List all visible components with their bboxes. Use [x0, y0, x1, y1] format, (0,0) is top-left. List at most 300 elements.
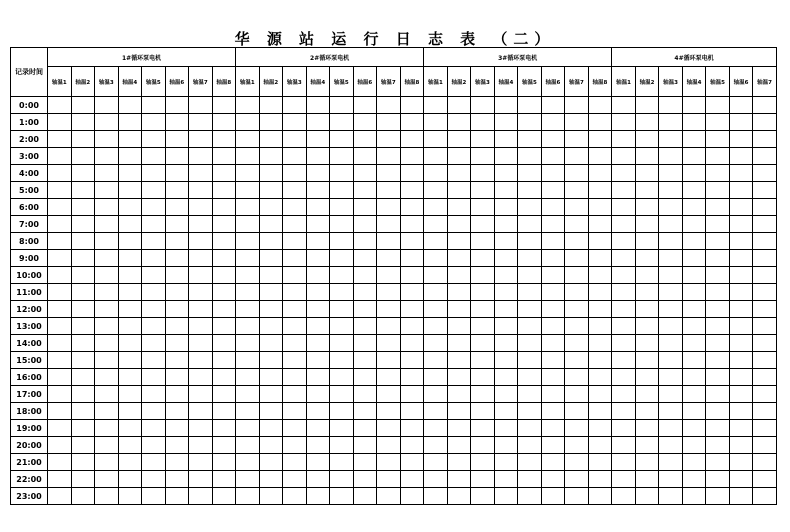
- data-cell[interactable]: [635, 369, 659, 386]
- data-cell[interactable]: [400, 216, 424, 233]
- data-cell[interactable]: [95, 148, 119, 165]
- data-cell[interactable]: [71, 267, 95, 284]
- data-cell[interactable]: [259, 284, 283, 301]
- data-cell[interactable]: [353, 369, 377, 386]
- data-cell[interactable]: [659, 199, 683, 216]
- data-cell[interactable]: [541, 114, 565, 131]
- data-cell[interactable]: [212, 335, 236, 352]
- data-cell[interactable]: [236, 318, 260, 335]
- data-cell[interactable]: [471, 148, 495, 165]
- data-cell[interactable]: [142, 335, 166, 352]
- data-cell[interactable]: [494, 267, 518, 284]
- data-cell[interactable]: [330, 318, 354, 335]
- data-cell[interactable]: [518, 437, 542, 454]
- data-cell[interactable]: [753, 471, 777, 488]
- data-cell[interactable]: [377, 114, 401, 131]
- data-cell[interactable]: [494, 182, 518, 199]
- data-cell[interactable]: [212, 369, 236, 386]
- data-cell[interactable]: [706, 437, 730, 454]
- data-cell[interactable]: [518, 216, 542, 233]
- data-cell[interactable]: [424, 471, 448, 488]
- data-cell[interactable]: [729, 97, 753, 114]
- data-cell[interactable]: [588, 488, 612, 505]
- data-cell[interactable]: [541, 335, 565, 352]
- data-cell[interactable]: [753, 165, 777, 182]
- data-cell[interactable]: [165, 216, 189, 233]
- data-cell[interactable]: [659, 301, 683, 318]
- data-cell[interactable]: [541, 301, 565, 318]
- data-cell[interactable]: [95, 488, 119, 505]
- data-cell[interactable]: [447, 420, 471, 437]
- data-cell[interactable]: [353, 488, 377, 505]
- data-cell[interactable]: [753, 403, 777, 420]
- data-cell[interactable]: [447, 165, 471, 182]
- data-cell[interactable]: [471, 420, 495, 437]
- data-cell[interactable]: [424, 301, 448, 318]
- data-cell[interactable]: [377, 233, 401, 250]
- data-cell[interactable]: [588, 420, 612, 437]
- data-cell[interactable]: [424, 267, 448, 284]
- data-cell[interactable]: [259, 301, 283, 318]
- data-cell[interactable]: [588, 233, 612, 250]
- data-cell[interactable]: [494, 148, 518, 165]
- data-cell[interactable]: [142, 216, 166, 233]
- data-cell[interactable]: [95, 454, 119, 471]
- data-cell[interactable]: [447, 267, 471, 284]
- data-cell[interactable]: [400, 369, 424, 386]
- data-cell[interactable]: [729, 369, 753, 386]
- data-cell[interactable]: [118, 301, 142, 318]
- data-cell[interactable]: [212, 199, 236, 216]
- data-cell[interactable]: [659, 471, 683, 488]
- data-cell[interactable]: [612, 471, 636, 488]
- data-cell[interactable]: [588, 335, 612, 352]
- data-cell[interactable]: [565, 488, 589, 505]
- data-cell[interactable]: [541, 182, 565, 199]
- data-cell[interactable]: [659, 165, 683, 182]
- data-cell[interactable]: [706, 97, 730, 114]
- data-cell[interactable]: [400, 386, 424, 403]
- data-cell[interactable]: [706, 471, 730, 488]
- data-cell[interactable]: [494, 437, 518, 454]
- data-cell[interactable]: [682, 233, 706, 250]
- data-cell[interactable]: [753, 182, 777, 199]
- data-cell[interactable]: [95, 437, 119, 454]
- data-cell[interactable]: [565, 114, 589, 131]
- data-cell[interactable]: [71, 471, 95, 488]
- data-cell[interactable]: [635, 114, 659, 131]
- data-cell[interactable]: [635, 131, 659, 148]
- data-cell[interactable]: [682, 165, 706, 182]
- data-cell[interactable]: [635, 301, 659, 318]
- data-cell[interactable]: [236, 250, 260, 267]
- data-cell[interactable]: [588, 471, 612, 488]
- data-cell[interactable]: [189, 352, 213, 369]
- data-cell[interactable]: [494, 454, 518, 471]
- data-cell[interactable]: [189, 488, 213, 505]
- data-cell[interactable]: [189, 437, 213, 454]
- data-cell[interactable]: [306, 165, 330, 182]
- data-cell[interactable]: [95, 182, 119, 199]
- data-cell[interactable]: [142, 148, 166, 165]
- data-cell[interactable]: [729, 471, 753, 488]
- data-cell[interactable]: [259, 471, 283, 488]
- data-cell[interactable]: [729, 488, 753, 505]
- data-cell[interactable]: [377, 352, 401, 369]
- data-cell[interactable]: [236, 284, 260, 301]
- data-cell[interactable]: [330, 386, 354, 403]
- data-cell[interactable]: [471, 386, 495, 403]
- data-cell[interactable]: [447, 97, 471, 114]
- data-cell[interactable]: [283, 267, 307, 284]
- data-cell[interactable]: [118, 250, 142, 267]
- data-cell[interactable]: [377, 250, 401, 267]
- data-cell[interactable]: [283, 148, 307, 165]
- data-cell[interactable]: [353, 233, 377, 250]
- data-cell[interactable]: [753, 318, 777, 335]
- data-cell[interactable]: [189, 386, 213, 403]
- data-cell[interactable]: [330, 335, 354, 352]
- data-cell[interactable]: [729, 301, 753, 318]
- data-cell[interactable]: [565, 454, 589, 471]
- data-cell[interactable]: [753, 352, 777, 369]
- data-cell[interactable]: [400, 165, 424, 182]
- data-cell[interactable]: [541, 216, 565, 233]
- data-cell[interactable]: [471, 97, 495, 114]
- data-cell[interactable]: [706, 420, 730, 437]
- data-cell[interactable]: [306, 420, 330, 437]
- data-cell[interactable]: [518, 182, 542, 199]
- data-cell[interactable]: [236, 471, 260, 488]
- data-cell[interactable]: [353, 114, 377, 131]
- data-cell[interactable]: [588, 403, 612, 420]
- data-cell[interactable]: [588, 114, 612, 131]
- data-cell[interactable]: [330, 216, 354, 233]
- data-cell[interactable]: [353, 182, 377, 199]
- data-cell[interactable]: [259, 182, 283, 199]
- data-cell[interactable]: [71, 488, 95, 505]
- data-cell[interactable]: [518, 267, 542, 284]
- data-cell[interactable]: [753, 148, 777, 165]
- data-cell[interactable]: [518, 335, 542, 352]
- data-cell[interactable]: [330, 437, 354, 454]
- data-cell[interactable]: [377, 267, 401, 284]
- data-cell[interactable]: [612, 97, 636, 114]
- data-cell[interactable]: [447, 488, 471, 505]
- data-cell[interactable]: [635, 250, 659, 267]
- data-cell[interactable]: [565, 131, 589, 148]
- data-cell[interactable]: [612, 454, 636, 471]
- data-cell[interactable]: [212, 284, 236, 301]
- data-cell[interactable]: [424, 437, 448, 454]
- data-cell[interactable]: [729, 216, 753, 233]
- data-cell[interactable]: [424, 165, 448, 182]
- data-cell[interactable]: [588, 131, 612, 148]
- data-cell[interactable]: [729, 420, 753, 437]
- data-cell[interactable]: [471, 471, 495, 488]
- data-cell[interactable]: [71, 386, 95, 403]
- data-cell[interactable]: [612, 165, 636, 182]
- data-cell[interactable]: [588, 267, 612, 284]
- data-cell[interactable]: [659, 114, 683, 131]
- data-cell[interactable]: [471, 131, 495, 148]
- data-cell[interactable]: [400, 488, 424, 505]
- data-cell[interactable]: [283, 284, 307, 301]
- data-cell[interactable]: [447, 182, 471, 199]
- data-cell[interactable]: [259, 250, 283, 267]
- data-cell[interactable]: [48, 97, 72, 114]
- data-cell[interactable]: [118, 471, 142, 488]
- data-cell[interactable]: [330, 131, 354, 148]
- data-cell[interactable]: [165, 165, 189, 182]
- data-cell[interactable]: [95, 199, 119, 216]
- data-cell[interactable]: [424, 148, 448, 165]
- data-cell[interactable]: [306, 216, 330, 233]
- data-cell[interactable]: [212, 454, 236, 471]
- data-cell[interactable]: [236, 420, 260, 437]
- data-cell[interactable]: [306, 369, 330, 386]
- data-cell[interactable]: [330, 182, 354, 199]
- data-cell[interactable]: [494, 250, 518, 267]
- data-cell[interactable]: [753, 97, 777, 114]
- data-cell[interactable]: [330, 165, 354, 182]
- data-cell[interactable]: [471, 488, 495, 505]
- data-cell[interactable]: [259, 318, 283, 335]
- data-cell[interactable]: [95, 352, 119, 369]
- data-cell[interactable]: [306, 488, 330, 505]
- data-cell[interactable]: [189, 267, 213, 284]
- data-cell[interactable]: [541, 267, 565, 284]
- data-cell[interactable]: [471, 403, 495, 420]
- data-cell[interactable]: [189, 403, 213, 420]
- data-cell[interactable]: [400, 114, 424, 131]
- data-cell[interactable]: [165, 250, 189, 267]
- data-cell[interactable]: [71, 437, 95, 454]
- data-cell[interactable]: [518, 199, 542, 216]
- data-cell[interactable]: [635, 148, 659, 165]
- data-cell[interactable]: [447, 233, 471, 250]
- data-cell[interactable]: [353, 131, 377, 148]
- data-cell[interactable]: [588, 386, 612, 403]
- data-cell[interactable]: [165, 318, 189, 335]
- data-cell[interactable]: [118, 386, 142, 403]
- data-cell[interactable]: [565, 386, 589, 403]
- data-cell[interactable]: [565, 233, 589, 250]
- data-cell[interactable]: [306, 97, 330, 114]
- data-cell[interactable]: [706, 250, 730, 267]
- data-cell[interactable]: [400, 148, 424, 165]
- data-cell[interactable]: [212, 165, 236, 182]
- data-cell[interactable]: [283, 131, 307, 148]
- data-cell[interactable]: [706, 352, 730, 369]
- data-cell[interactable]: [95, 471, 119, 488]
- data-cell[interactable]: [306, 352, 330, 369]
- data-cell[interactable]: [165, 369, 189, 386]
- data-cell[interactable]: [753, 488, 777, 505]
- data-cell[interactable]: [494, 165, 518, 182]
- data-cell[interactable]: [565, 216, 589, 233]
- data-cell[interactable]: [518, 318, 542, 335]
- data-cell[interactable]: [259, 386, 283, 403]
- data-cell[interactable]: [659, 182, 683, 199]
- data-cell[interactable]: [518, 369, 542, 386]
- data-cell[interactable]: [118, 182, 142, 199]
- data-cell[interactable]: [753, 335, 777, 352]
- data-cell[interactable]: [142, 369, 166, 386]
- data-cell[interactable]: [706, 386, 730, 403]
- data-cell[interactable]: [377, 284, 401, 301]
- data-cell[interactable]: [212, 488, 236, 505]
- data-cell[interactable]: [330, 267, 354, 284]
- data-cell[interactable]: [565, 165, 589, 182]
- data-cell[interactable]: [142, 420, 166, 437]
- data-cell[interactable]: [236, 403, 260, 420]
- data-cell[interactable]: [541, 318, 565, 335]
- data-cell[interactable]: [71, 335, 95, 352]
- data-cell[interactable]: [353, 165, 377, 182]
- data-cell[interactable]: [659, 488, 683, 505]
- data-cell[interactable]: [259, 233, 283, 250]
- data-cell[interactable]: [306, 131, 330, 148]
- data-cell[interactable]: [682, 301, 706, 318]
- data-cell[interactable]: [118, 437, 142, 454]
- data-cell[interactable]: [471, 165, 495, 182]
- data-cell[interactable]: [95, 216, 119, 233]
- data-cell[interactable]: [753, 420, 777, 437]
- data-cell[interactable]: [48, 369, 72, 386]
- data-cell[interactable]: [283, 165, 307, 182]
- data-cell[interactable]: [494, 403, 518, 420]
- data-cell[interactable]: [283, 216, 307, 233]
- data-cell[interactable]: [236, 182, 260, 199]
- data-cell[interactable]: [212, 131, 236, 148]
- data-cell[interactable]: [682, 284, 706, 301]
- data-cell[interactable]: [212, 216, 236, 233]
- data-cell[interactable]: [142, 250, 166, 267]
- data-cell[interactable]: [330, 420, 354, 437]
- data-cell[interactable]: [142, 114, 166, 131]
- data-cell[interactable]: [612, 335, 636, 352]
- data-cell[interactable]: [635, 488, 659, 505]
- data-cell[interactable]: [729, 131, 753, 148]
- data-cell[interactable]: [659, 216, 683, 233]
- data-cell[interactable]: [330, 369, 354, 386]
- data-cell[interactable]: [471, 352, 495, 369]
- data-cell[interactable]: [236, 335, 260, 352]
- data-cell[interactable]: [118, 114, 142, 131]
- data-cell[interactable]: [753, 199, 777, 216]
- data-cell[interactable]: [165, 267, 189, 284]
- data-cell[interactable]: [236, 386, 260, 403]
- data-cell[interactable]: [283, 199, 307, 216]
- data-cell[interactable]: [71, 165, 95, 182]
- data-cell[interactable]: [189, 165, 213, 182]
- data-cell[interactable]: [306, 318, 330, 335]
- data-cell[interactable]: [682, 454, 706, 471]
- data-cell[interactable]: [236, 148, 260, 165]
- data-cell[interactable]: [424, 199, 448, 216]
- data-cell[interactable]: [447, 471, 471, 488]
- data-cell[interactable]: [565, 97, 589, 114]
- data-cell[interactable]: [494, 284, 518, 301]
- data-cell[interactable]: [48, 301, 72, 318]
- data-cell[interactable]: [518, 284, 542, 301]
- data-cell[interactable]: [729, 148, 753, 165]
- data-cell[interactable]: [682, 148, 706, 165]
- data-cell[interactable]: [447, 199, 471, 216]
- data-cell[interactable]: [142, 131, 166, 148]
- data-cell[interactable]: [635, 386, 659, 403]
- data-cell[interactable]: [706, 335, 730, 352]
- data-cell[interactable]: [189, 250, 213, 267]
- data-cell[interactable]: [753, 386, 777, 403]
- data-cell[interactable]: [353, 386, 377, 403]
- data-cell[interactable]: [118, 488, 142, 505]
- data-cell[interactable]: [259, 114, 283, 131]
- data-cell[interactable]: [612, 386, 636, 403]
- data-cell[interactable]: [353, 352, 377, 369]
- data-cell[interactable]: [635, 284, 659, 301]
- data-cell[interactable]: [424, 216, 448, 233]
- data-cell[interactable]: [283, 420, 307, 437]
- data-cell[interactable]: [353, 250, 377, 267]
- data-cell[interactable]: [283, 335, 307, 352]
- data-cell[interactable]: [471, 114, 495, 131]
- data-cell[interactable]: [189, 114, 213, 131]
- data-cell[interactable]: [95, 267, 119, 284]
- data-cell[interactable]: [95, 318, 119, 335]
- data-cell[interactable]: [424, 114, 448, 131]
- data-cell[interactable]: [729, 114, 753, 131]
- data-cell[interactable]: [95, 131, 119, 148]
- data-cell[interactable]: [400, 182, 424, 199]
- data-cell[interactable]: [635, 216, 659, 233]
- data-cell[interactable]: [471, 216, 495, 233]
- data-cell[interactable]: [142, 318, 166, 335]
- data-cell[interactable]: [118, 199, 142, 216]
- data-cell[interactable]: [565, 403, 589, 420]
- data-cell[interactable]: [259, 97, 283, 114]
- data-cell[interactable]: [377, 148, 401, 165]
- data-cell[interactable]: [259, 216, 283, 233]
- data-cell[interactable]: [212, 386, 236, 403]
- data-cell[interactable]: [494, 352, 518, 369]
- data-cell[interactable]: [729, 267, 753, 284]
- data-cell[interactable]: [118, 420, 142, 437]
- data-cell[interactable]: [330, 233, 354, 250]
- data-cell[interactable]: [71, 301, 95, 318]
- data-cell[interactable]: [518, 148, 542, 165]
- data-cell[interactable]: [48, 403, 72, 420]
- data-cell[interactable]: [71, 97, 95, 114]
- data-cell[interactable]: [71, 420, 95, 437]
- data-cell[interactable]: [612, 369, 636, 386]
- data-cell[interactable]: [659, 369, 683, 386]
- data-cell[interactable]: [142, 199, 166, 216]
- data-cell[interactable]: [424, 369, 448, 386]
- data-cell[interactable]: [659, 267, 683, 284]
- data-cell[interactable]: [424, 182, 448, 199]
- data-cell[interactable]: [165, 97, 189, 114]
- data-cell[interactable]: [612, 403, 636, 420]
- data-cell[interactable]: [71, 352, 95, 369]
- data-cell[interactable]: [189, 131, 213, 148]
- data-cell[interactable]: [635, 420, 659, 437]
- data-cell[interactable]: [400, 131, 424, 148]
- data-cell[interactable]: [659, 454, 683, 471]
- data-cell[interactable]: [682, 216, 706, 233]
- data-cell[interactable]: [48, 216, 72, 233]
